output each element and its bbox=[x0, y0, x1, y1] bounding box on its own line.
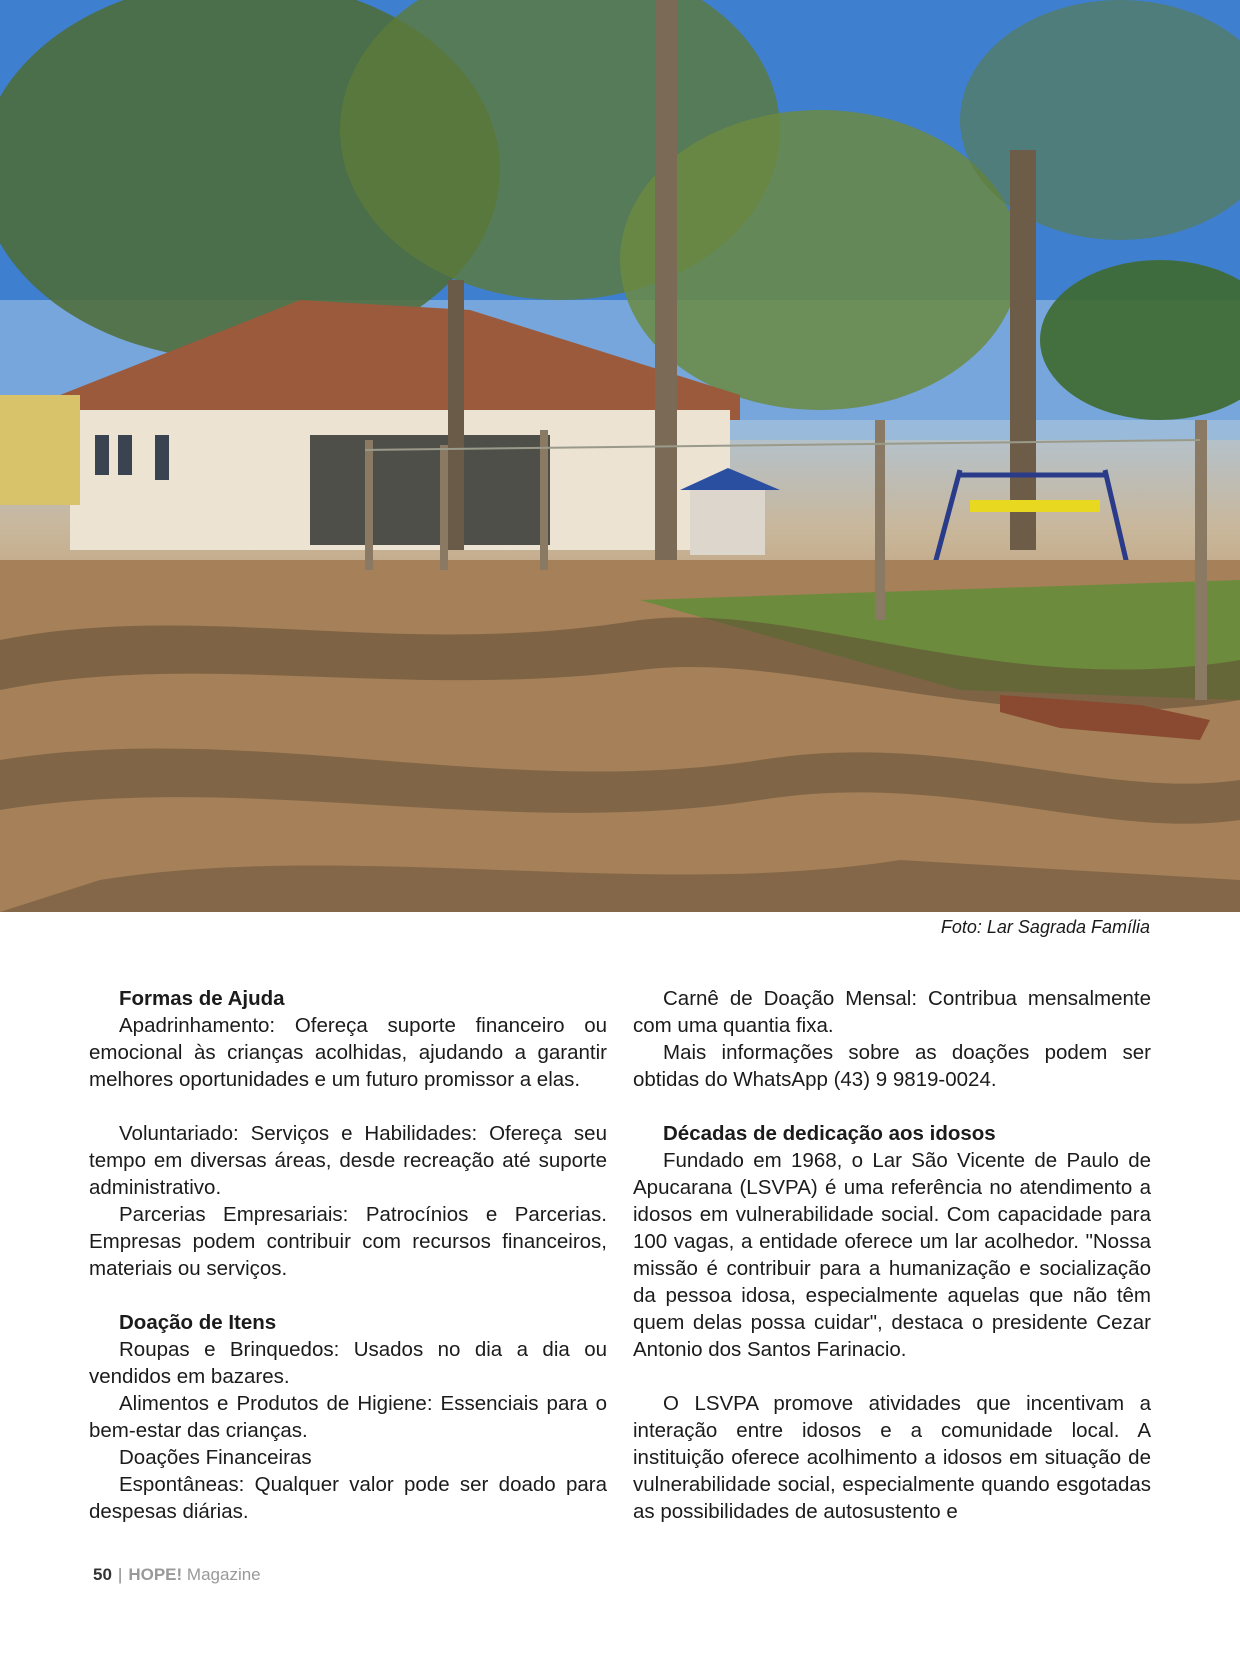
section-heading-doacao: Doação de Itens bbox=[119, 1311, 277, 1334]
article-left-column bbox=[89, 985, 607, 1525]
section-heading-formas: Formas de Ajuda bbox=[119, 987, 285, 1010]
paragraph-financeiras: Doações Financeiras bbox=[119, 1446, 312, 1469]
paragraph-apadrinhamento: Apadrinhamento: Ofereça suporte financeiro ou emocional às crianças acolhidas, ajudando a garantir melhores oportunidades e um futuro promissor a elas. bbox=[89, 1014, 607, 1091]
paragraph-voluntariado: Voluntariado: Serviços e Habilidades: Ofereça seu tempo em diversas áreas, desde recreação até suporte administrativo. bbox=[89, 1122, 607, 1199]
page-footer bbox=[93, 1565, 261, 1585]
magazine-name: Magazine bbox=[186, 1565, 261, 1584]
photo-caption: Foto: Lar Sagrada Família bbox=[940, 917, 1150, 937]
paragraph-carne: Carnê de Doação Mensal: Contribua mensalmente com uma quantia fixa. bbox=[633, 987, 1151, 1037]
paragraph-alimentos: Alimentos e Produtos de Higiene: Essenciais para o bem-estar das crianças. bbox=[89, 1392, 607, 1442]
paragraph-espontaneas: Espontâneas: Qualquer valor pode ser doado para despesas diárias. bbox=[89, 1473, 607, 1523]
magazine-name-bold: HOPE! bbox=[128, 1565, 183, 1584]
paragraph-promove: O LSVPA promove atividades que incentivam a interação entre idosos e a comunidade local. A instituição oferece acolhimento a idosos em situação de vulnerabilidade social, especialmente quando esgotadas as possibilidades de autosustento e bbox=[633, 1392, 1151, 1523]
paragraph-roupas: Roupas e Brinquedos: Usados no dia a dia ou vendidos em bazares. bbox=[89, 1338, 607, 1388]
section-heading-decadas: Décadas de dedicação aos idosos bbox=[663, 1122, 996, 1145]
page-number: 50 bbox=[93, 1565, 112, 1584]
footer-separator: | bbox=[117, 1565, 123, 1584]
article-right-column bbox=[633, 985, 1151, 1525]
paragraph-informacoes: Mais informações sobre as doações podem ser obtidas do WhatsApp (43) 9 9819-0024. bbox=[633, 1041, 1151, 1091]
paragraph-parcerias: Parcerias Empresariais: Patrocínios e Parcerias. Empresas podem contribuir com recursos financeiros, materiais ou serviços. bbox=[89, 1203, 607, 1280]
paragraph-fundado: Fundado em 1968, o Lar São Vicente de Paulo de Apucarana (LSVPA) é uma referência no atendimento a idosos em vulnerabilidade social. Com capacidade para 100 vagas, a entidade oferece um lar acolhedor. "Nossa missão é contribuir para a humanização e socialização da pessoa idosa, especialmente aquelas que não têm quem delas possa cuidar", destaca o presidente Cezar Antonio dos Santos Farinacio. bbox=[633, 1149, 1151, 1361]
